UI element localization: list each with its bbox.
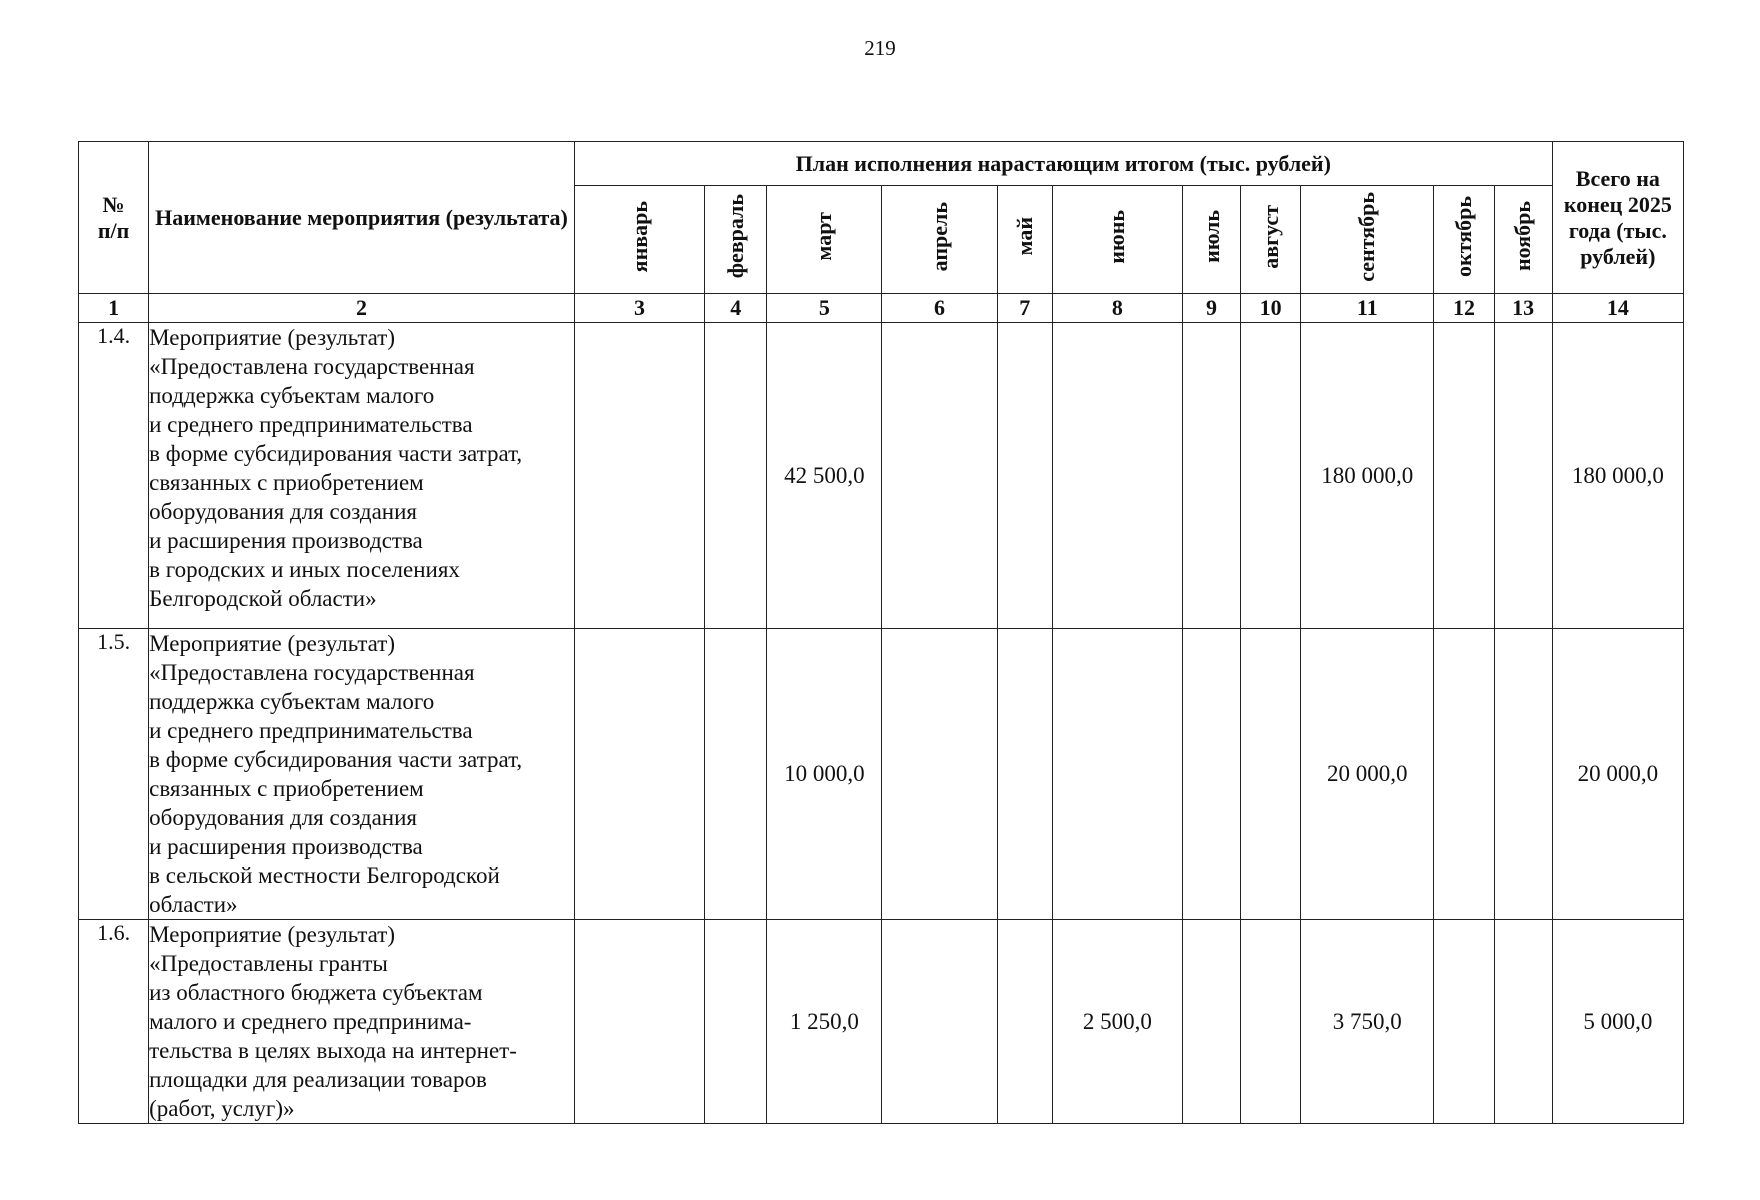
header-plan-group: План исполнения нарастающим итогом (тыс. рублей) (574, 142, 1552, 186)
column-number: 9 (1182, 294, 1240, 323)
cell-august (1241, 629, 1301, 920)
header-month-april: апрель (882, 186, 997, 294)
table-row (79, 629, 1684, 920)
row-number: 1.5. (79, 629, 149, 920)
row-number: 1.4. (79, 323, 149, 629)
header-month-august: август (1241, 186, 1301, 294)
cell-march: 1 250,0 (767, 920, 882, 1124)
cell-total: 5 000,0 (1552, 920, 1683, 1124)
header-col-number: № п/п (79, 142, 149, 294)
column-number: 5 (767, 294, 882, 323)
cell-march: 42 500,0 (767, 323, 882, 629)
cell-july (1182, 323, 1240, 629)
cell-february (705, 629, 767, 920)
cell-june (1052, 323, 1182, 629)
plan-table (78, 141, 1684, 1124)
cell-april (882, 920, 997, 1124)
row-name: Мероприятие (результат) «Предоставлены гранты из областного бюджета субъектам малого и среднего предпринима- тельства в целях выхода на интернет- площадки для реализации товаров (работ, услуг)» (149, 920, 575, 1124)
column-number: 6 (882, 294, 997, 323)
cell-may (997, 323, 1052, 629)
table-row (79, 323, 1684, 629)
cell-march: 10 000,0 (767, 629, 882, 920)
cell-total: 20 000,0 (1552, 629, 1683, 920)
cell-january (574, 629, 704, 920)
column-number: 2 (149, 294, 575, 323)
header-month-july: июль (1182, 186, 1240, 294)
table-row (79, 920, 1684, 1124)
cell-september: 180 000,0 (1301, 323, 1434, 629)
column-number: 12 (1434, 294, 1494, 323)
cell-september: 20 000,0 (1301, 629, 1434, 920)
cell-january (574, 323, 704, 629)
cell-september: 3 750,0 (1301, 920, 1434, 1124)
cell-october (1434, 920, 1494, 1124)
cell-august (1241, 920, 1301, 1124)
header-month-may: май (997, 186, 1052, 294)
column-number-row (79, 294, 1684, 323)
column-number: 8 (1052, 294, 1182, 323)
header-month-january: январь (574, 186, 704, 294)
header-col-name: Наименование мероприятия (результата) (149, 142, 575, 294)
row-name: Мероприятие (результат) «Предоставлена государственная поддержка субъектам малого и среднего предпринимательства в форме субсидирования части затрат, связанных с приобретением оборудования для создания и расширения производства в городских и иных поселениях Белгородской области» (149, 323, 575, 629)
cell-january (574, 920, 704, 1124)
column-number: 10 (1241, 294, 1301, 323)
cell-february (705, 323, 767, 629)
cell-october (1434, 323, 1494, 629)
header-month-october: октябрь (1434, 186, 1494, 294)
cell-june (1052, 629, 1182, 920)
row-number: 1.6. (79, 920, 149, 1124)
page-number: 219 (864, 36, 896, 60)
header-month-september: сентябрь (1301, 186, 1434, 294)
row-name: Мероприятие (результат) «Предоставлена государственная поддержка субъектам малого и среднего предпринимательства в форме субсидирования части затрат, связанных с приобретением оборудования для создания и расширения производства в сельской местности Белгородской области» (149, 629, 575, 920)
header-month-february: февраль (705, 186, 767, 294)
column-number: 13 (1494, 294, 1552, 323)
column-number: 1 (79, 294, 149, 323)
cell-june: 2 500,0 (1052, 920, 1182, 1124)
column-number: 4 (705, 294, 767, 323)
cell-november (1494, 323, 1552, 629)
column-number: 11 (1301, 294, 1434, 323)
header-col-total: Всего на конец 2025 года (тыс. рублей) (1552, 142, 1683, 294)
cell-april (882, 629, 997, 920)
cell-february (705, 920, 767, 1124)
cell-april (882, 323, 997, 629)
column-number: 7 (997, 294, 1052, 323)
cell-august (1241, 323, 1301, 629)
cell-may (997, 920, 1052, 1124)
cell-july (1182, 629, 1240, 920)
header-month-june: июнь (1052, 186, 1182, 294)
cell-november (1494, 920, 1552, 1124)
cell-total: 180 000,0 (1552, 323, 1683, 629)
cell-july (1182, 920, 1240, 1124)
column-number: 3 (574, 294, 704, 323)
header-month-march: март (767, 186, 882, 294)
cell-october (1434, 629, 1494, 920)
column-number: 14 (1552, 294, 1683, 323)
cell-november (1494, 629, 1552, 920)
cell-may (997, 629, 1052, 920)
header-month-november: ноябрь (1494, 186, 1552, 294)
